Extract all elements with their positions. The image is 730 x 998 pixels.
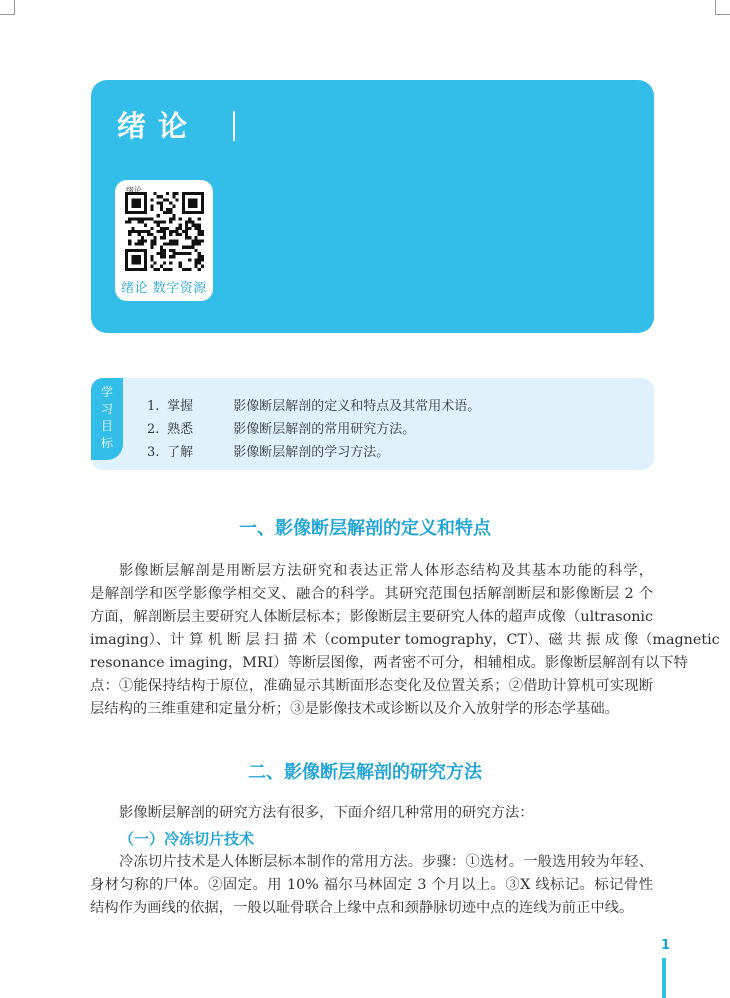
objective-text: 影像断层解剖的定义和特点及其常用术语。 [233, 399, 481, 414]
learning-objectives-box [91, 378, 654, 470]
crop-mark-top-left [0, 0, 15, 15]
crop-mark-top-right [715, 0, 730, 15]
paragraph-line: 身材匀称的尸体。②固定。用 10% 福尔马林固定 3 个月以上。③X 线标记。标记骨性 [90, 877, 653, 893]
objective-number: 1. [147, 399, 160, 414]
qr-label: 绪论 数字资源 [121, 281, 207, 296]
chapter-title: 绪论 [117, 109, 200, 143]
paragraph-line: 影像断层解剖是用断层方法研究和表达正常人体形态结构及其基本功能的科学， [119, 563, 653, 579]
page-edge-bar [662, 958, 666, 998]
title-divider [233, 111, 235, 141]
objective-text: 影像断层解剖的常用研究方法。 [233, 422, 416, 437]
objective-verb: 熟悉 [167, 422, 194, 437]
objective-number: 3. [147, 445, 160, 460]
qr-code-icon[interactable] [125, 192, 204, 271]
section-2-title: 二、影像断层解剖的研究方法 [248, 762, 482, 783]
objective-item [147, 395, 480, 414]
paragraph-line: imaging）、计 算 机 断 层 扫 描 术（computer tomography，CT）、磁 共 振 成 像（magnetic [90, 632, 720, 648]
paragraph-line: resonance imaging，MRI）等断层图像，两者密不可分，相辅相成。影像断层解剖有以下特 [90, 655, 688, 671]
section-1-title: 一、影像断层解剖的定义和特点 [239, 518, 491, 539]
paragraph-line: 结构作为画线的依据，一般以耻骨联合上缘中点和颈静脉切迹中点的连线为前正中线。 [90, 900, 634, 916]
paragraph-line: 是解剖学和医学影像学相交叉、融合的科学。其研究范围包括解剖断层和影像断层 2 个 [90, 586, 653, 602]
qr-card[interactable] [115, 180, 213, 301]
page-number: 1 [661, 938, 671, 953]
paragraph-line: 方面，解剖断层主要研究人体断层标本；影像断层主要研究人体的超声成像（ultrasonic [90, 609, 653, 625]
paragraph-line: 冷冻切片技术是人体断层标本制作的常用方法。步骤：①选材。一般选用较为年轻、 [119, 854, 653, 870]
paragraph-line: 点：①能保持结构于原位，准确显示其断面形态变化及位置关系；②借助计算机可实现断 [90, 678, 653, 694]
subsection-heading: （一）冷冻切片技术 [119, 830, 255, 848]
objective-text: 影像断层解剖的学习方法。 [233, 445, 390, 460]
objective-number: 2. [147, 422, 160, 437]
objective-item [147, 418, 415, 437]
paragraph-line: 影像断层解剖的研究方法有很多，下面介绍几种常用的研究方法： [119, 805, 534, 821]
paragraph-line: 层结构的三维重建和定量分析；③是影像技术或诊断以及介入放射学的形态学基础。 [90, 701, 619, 717]
qr-tag: 绪论 [126, 186, 142, 195]
objectives-tab-label: 学习目标 [100, 385, 113, 450]
objectives-tab [91, 378, 123, 460]
objective-verb: 了解 [167, 445, 194, 460]
objective-verb: 掌握 [167, 399, 194, 414]
objective-item [147, 441, 389, 460]
